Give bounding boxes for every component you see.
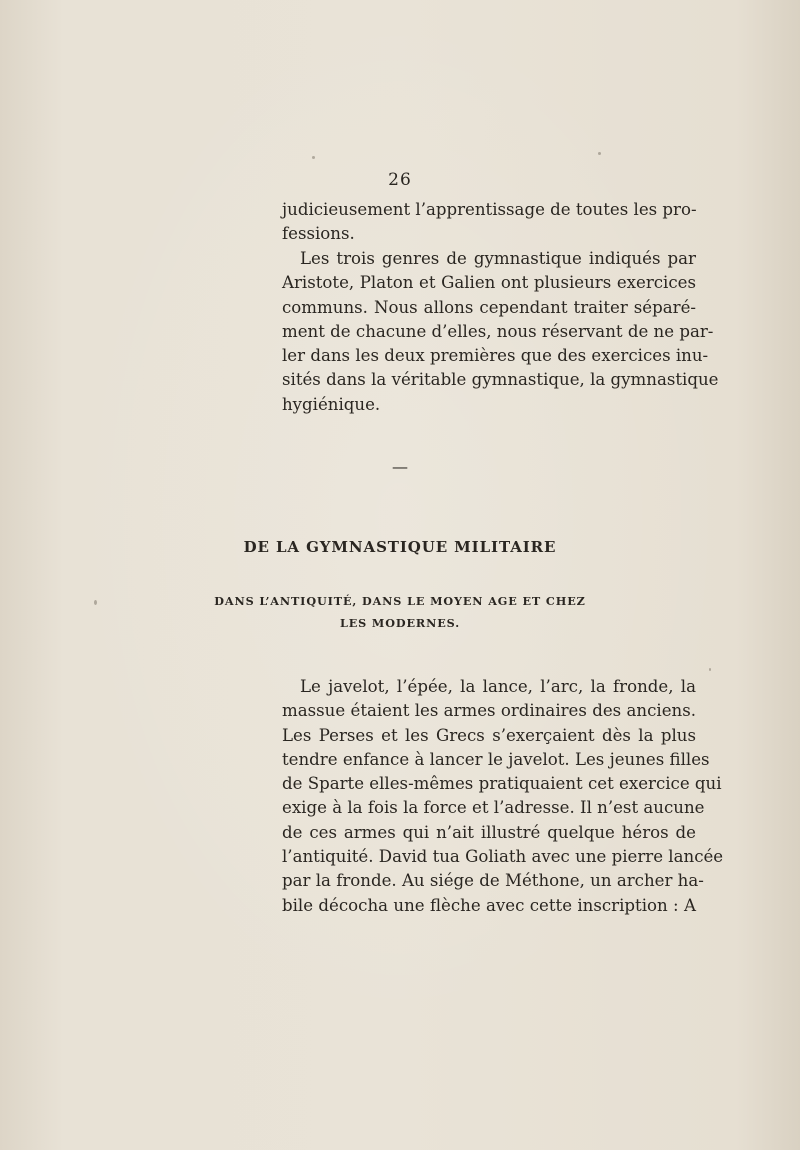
- text-line: Les Perses et les Grecs s’exerçaient dès la plus: [282, 725, 696, 745]
- paper-speck: [94, 600, 97, 605]
- text-line: hygiénique.: [282, 394, 381, 414]
- section-heading: DE LA GYMNASTIQUE MILITAIRE: [243, 538, 557, 556]
- text-line: bile décocha une flèche avec cette inscription : A: [282, 895, 696, 915]
- paper-speck: [312, 156, 315, 159]
- text-line: massue étaient les armes ordinaires des anciens.: [282, 701, 696, 721]
- text-line: ler dans les deux premières que des exercices inu-: [282, 346, 709, 366]
- paper-speck: [709, 668, 711, 671]
- text-line: de ces armes qui n’ait illustré quelque héros de: [282, 822, 696, 842]
- text-line: ment de chacune d’elles, nous réservant de ne par-: [282, 321, 714, 341]
- section-divider: —: [392, 457, 408, 476]
- text-line: tendre enfance à lancer le javelot. Les jeunes filles: [282, 749, 710, 769]
- section-subheading: [0, 590, 800, 634]
- page-number: 26: [388, 170, 412, 190]
- text-line: l’antiquité. David tua Goliath avec une pierre lancée: [282, 847, 724, 867]
- text-line: Les trois genres de gymnastique indiqués par: [300, 249, 696, 268]
- text-line: communs. Nous allons cependant traiter séparé-: [282, 297, 696, 317]
- subheading-line: LES MODERNES.: [339, 616, 461, 630]
- section-paragraph: [282, 675, 724, 918]
- intro-paragraph: [282, 198, 696, 247]
- text-line: exige à la fois la force et l’adresse. Il n’est aucune: [282, 798, 705, 818]
- text-line: par la fronde. Au siége de Méthone, un archer ha-: [282, 871, 704, 891]
- second-paragraph: [282, 247, 719, 417]
- text-line: judicieusement l’apprentissage de toutes les pro-: [282, 200, 697, 219]
- text-line: Le javelot, l’épée, la lance, l’arc, la fronde, la: [300, 677, 696, 696]
- text-line: fessions.: [282, 224, 355, 244]
- paper-speck: [598, 152, 601, 155]
- text-line: sités dans la véritable gymnastique, la gymnastique: [282, 370, 719, 390]
- text-line: de Sparte elles-mêmes pratiquaient cet exercice qui: [282, 774, 722, 794]
- subheading-line: DANS L’ANTIQUITÉ, DANS LE MOYEN AGE ET CHEZ: [214, 594, 586, 608]
- text-line: Aristote, Platon et Galien ont plusieurs exercices: [282, 273, 696, 293]
